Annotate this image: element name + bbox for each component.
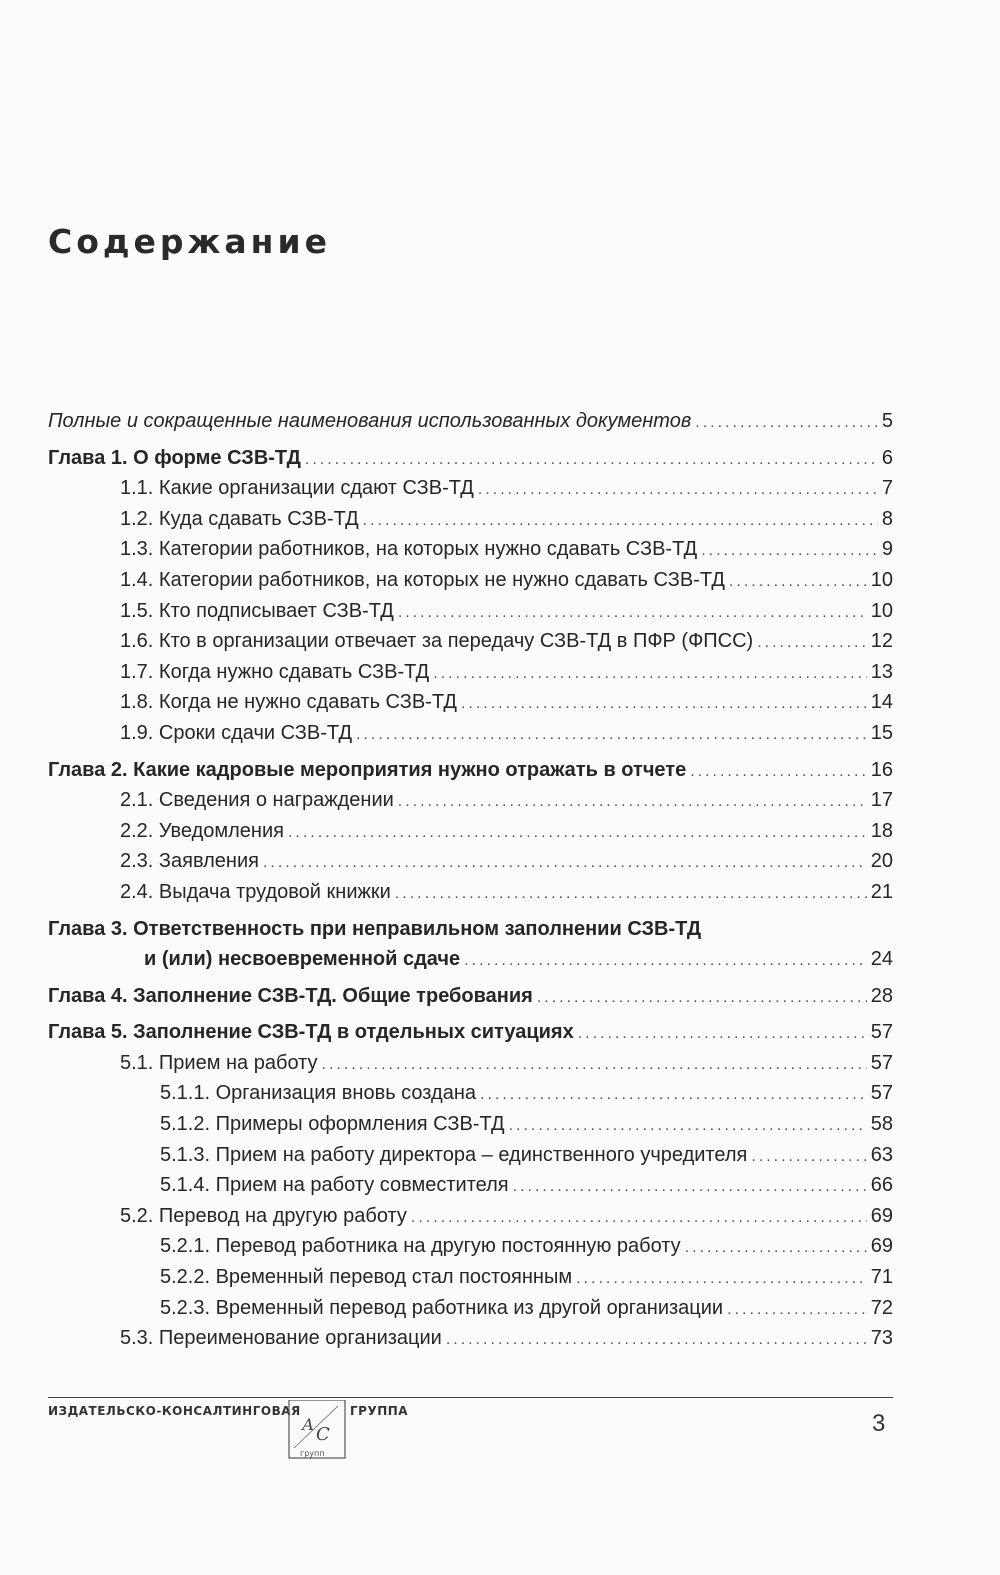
toc-leader: [537, 983, 867, 1013]
toc-page-number: 28: [870, 984, 893, 1007]
toc-entry-title: 5.2.2. Временный перевод стал постоянным: [160, 1266, 573, 1289]
toc-entry-title: 1.5. Кто подписывает СЗВ-ТД: [120, 599, 394, 622]
toc-entry[interactable]: [48, 1048, 893, 1079]
toc-leader: [464, 946, 867, 976]
toc-page-number: 5: [881, 410, 893, 432]
toc-entry-title: 5.1.2. Примеры оформления СЗВ-ТД: [160, 1113, 505, 1136]
toc-page-number: 58: [870, 1113, 893, 1136]
toc-entry-title: 1.6. Кто в организации отвечает за передачу СЗВ-ТД в ПФР (ФПСС): [120, 630, 754, 653]
toc-entry[interactable]: [48, 1262, 893, 1293]
toc-page-number: 13: [870, 660, 893, 683]
toc-entry[interactable]: [48, 1140, 893, 1171]
toc-entry[interactable]: [48, 1323, 893, 1354]
toc-entry-title: Глава 5. Заполнение СЗВ-ТД в отдельных ситуациях: [48, 1021, 574, 1044]
toc-leader: [478, 475, 878, 505]
toc-leader: [576, 1264, 867, 1294]
toc-page-number: 10: [870, 568, 893, 591]
toc-page-number: 17: [870, 789, 893, 812]
toc-page-number: 9: [881, 538, 893, 561]
toc-page-number: 71: [870, 1266, 893, 1289]
toc-entry[interactable]: [48, 718, 893, 749]
toc-entry[interactable]: [48, 1231, 893, 1262]
toc-leader: [446, 1325, 867, 1355]
toc-chapter[interactable]: [48, 443, 893, 474]
toc-entry[interactable]: [48, 473, 893, 504]
footer-divider: [48, 1397, 893, 1398]
toc-leader: [729, 567, 867, 597]
toc-entry-title: Полные и сокращенные наименования использованных документов: [48, 410, 692, 432]
svg-text:А: А: [302, 1415, 315, 1434]
toc-entry-title: 1.9. Сроки сдачи СЗВ-ТД: [120, 721, 352, 744]
toc-entry-title: 2.2. Уведомления: [120, 819, 284, 842]
toc-entry-title: 5.1.3. Прием на работу директора – единственного учредителя: [160, 1143, 748, 1166]
toc-page-number: 24: [870, 948, 893, 971]
toc-page-number: 14: [870, 691, 893, 714]
toc-entry[interactable]: [48, 1109, 893, 1140]
toc-page-number: 66: [870, 1174, 893, 1197]
toc-entry[interactable]: [48, 657, 893, 688]
toc-entry-title: 5.1.1. Организация вновь создана: [160, 1082, 476, 1105]
publisher-name-left: ИЗДАТЕЛЬСКО-КОНСАЛТИНГОВАЯ: [48, 1404, 301, 1418]
toc-leader: [578, 1019, 867, 1049]
toc-entry[interactable]: [48, 846, 893, 877]
toc-entry[interactable]: [48, 1293, 893, 1324]
toc-entry-title: 1.7. Когда нужно сдавать СЗВ-ТД: [120, 660, 430, 683]
toc-entry-title: 2.1. Сведения о награждении: [120, 789, 394, 812]
toc-entry-title: 5.3. Переименование организации: [120, 1327, 442, 1350]
publisher-logo-icon: [288, 1400, 346, 1460]
toc-page-number: 7: [881, 477, 893, 500]
toc-page-number: 69: [870, 1204, 893, 1227]
toc-leader: [356, 720, 867, 750]
toc-leader: [433, 659, 867, 689]
toc-chapter[interactable]: [48, 1017, 893, 1048]
toc-page-number: 21: [870, 880, 893, 903]
publisher-name-right: ГРУППА: [350, 1404, 409, 1418]
toc-entry-title: 1.2. Куда сдавать СЗВ-ТД: [120, 507, 359, 530]
toc-page-number: 12: [870, 630, 893, 653]
toc-leader: [685, 1233, 867, 1263]
toc-entry-title: 1.8. Когда не нужно сдавать СЗВ-ТД: [120, 691, 457, 714]
toc-entry-title: Глава 4. Заполнение СЗВ-ТД. Общие требования: [48, 984, 533, 1007]
toc-entry[interactable]: [48, 877, 893, 908]
toc-page-number: 10: [870, 599, 893, 622]
toc-entry-title-line1: Глава 3. Ответственность при неправильном заполнении СЗВ-ТД: [48, 917, 702, 940]
toc-leader: [395, 879, 867, 909]
toc-entry[interactable]: [48, 406, 893, 437]
toc-leader: [411, 1203, 867, 1233]
toc-entry[interactable]: [48, 785, 893, 816]
toc-entry[interactable]: [48, 565, 893, 596]
toc-leader: [690, 757, 867, 787]
toc-page-number: 57: [870, 1051, 893, 1074]
toc-entry-title: 5.2.1. Перевод работника на другую постоянную работу: [160, 1235, 681, 1258]
toc-leader: [305, 445, 878, 475]
svg-text:групп: групп: [300, 1449, 325, 1458]
toc-leader: [288, 818, 867, 848]
toc-entry-title: Глава 2. Какие кадровые мероприятия нужно отражать в отчете: [48, 758, 687, 781]
toc-entry-title: 2.3. Заявления: [120, 850, 259, 873]
toc-entry[interactable]: [48, 596, 893, 627]
toc-chapter[interactable]: [48, 981, 893, 1012]
toc-leader: [263, 848, 867, 878]
toc-leader: [398, 787, 867, 817]
toc-page-number: 69: [870, 1235, 893, 1258]
toc-page-number: 73: [870, 1327, 893, 1350]
toc-leader: [322, 1050, 867, 1080]
toc-entry-title: 5.2. Перевод на другую работу: [120, 1204, 407, 1227]
page-number: 3: [872, 1410, 886, 1437]
toc-entry-title: 1.1. Какие организации сдают СЗВ-ТД: [120, 477, 474, 500]
toc-leader: [701, 536, 878, 566]
toc-leader: [363, 506, 878, 536]
toc-leader: [751, 1142, 866, 1172]
toc-entry-title: и (или) несвоевременной сдаче: [144, 948, 461, 971]
svg-text:С: С: [316, 1424, 330, 1445]
toc-entry[interactable]: [48, 816, 893, 847]
toc-page-number: 72: [870, 1296, 893, 1319]
toc-page-number: 6: [881, 446, 893, 469]
toc-entry[interactable]: [48, 1201, 893, 1232]
toc-entry[interactable]: [48, 1078, 893, 1109]
toc-page-number: 63: [870, 1143, 893, 1166]
toc-entry[interactable]: [48, 1170, 893, 1201]
toc-chapter[interactable]: [48, 914, 893, 975]
toc-entry[interactable]: [48, 687, 893, 718]
toc-entry-title: 5.1. Прием на работу: [120, 1051, 318, 1074]
table-of-contents: [48, 406, 893, 1354]
toc-entry-title: 5.1.4. Прием на работу совместителя: [160, 1174, 509, 1197]
toc-page-number: 18: [870, 819, 893, 842]
toc-leader: [757, 628, 867, 658]
toc-page-number: 57: [870, 1082, 893, 1105]
toc-leader: [398, 598, 867, 628]
toc-page-number: 57: [870, 1021, 893, 1044]
toc-entry-title: 1.3. Категории работников, на которых нужно сдавать СЗВ-ТД: [120, 538, 698, 561]
toc-entry[interactable]: [48, 504, 893, 535]
toc-leader: [461, 689, 867, 719]
toc-leader: [695, 408, 878, 438]
toc-page-number: 15: [870, 721, 893, 744]
toc-entry[interactable]: [48, 534, 893, 565]
toc-leader: [509, 1111, 867, 1141]
page-title: Содержание: [48, 222, 331, 261]
toc-leader: [480, 1080, 867, 1110]
toc-entry-title: 1.4. Категории работников, на которых не нужно сдавать СЗВ-ТД: [120, 568, 725, 591]
toc-entry-title: 2.4. Выдача трудовой книжки: [120, 880, 391, 903]
toc-entry-title: 5.2.3. Временный перевод работника из другой организации: [160, 1296, 724, 1319]
toc-chapter[interactable]: [48, 755, 893, 786]
toc-entry: [48, 944, 893, 975]
toc-leader: [727, 1295, 867, 1325]
toc-page-number: 16: [870, 758, 893, 781]
toc-page-number: 20: [870, 850, 893, 873]
toc-entry[interactable]: [48, 626, 893, 657]
toc-entry-title: Глава 1. О форме СЗВ-ТД: [48, 446, 301, 469]
toc-page-number: 8: [881, 507, 893, 530]
toc-leader: [513, 1172, 867, 1202]
